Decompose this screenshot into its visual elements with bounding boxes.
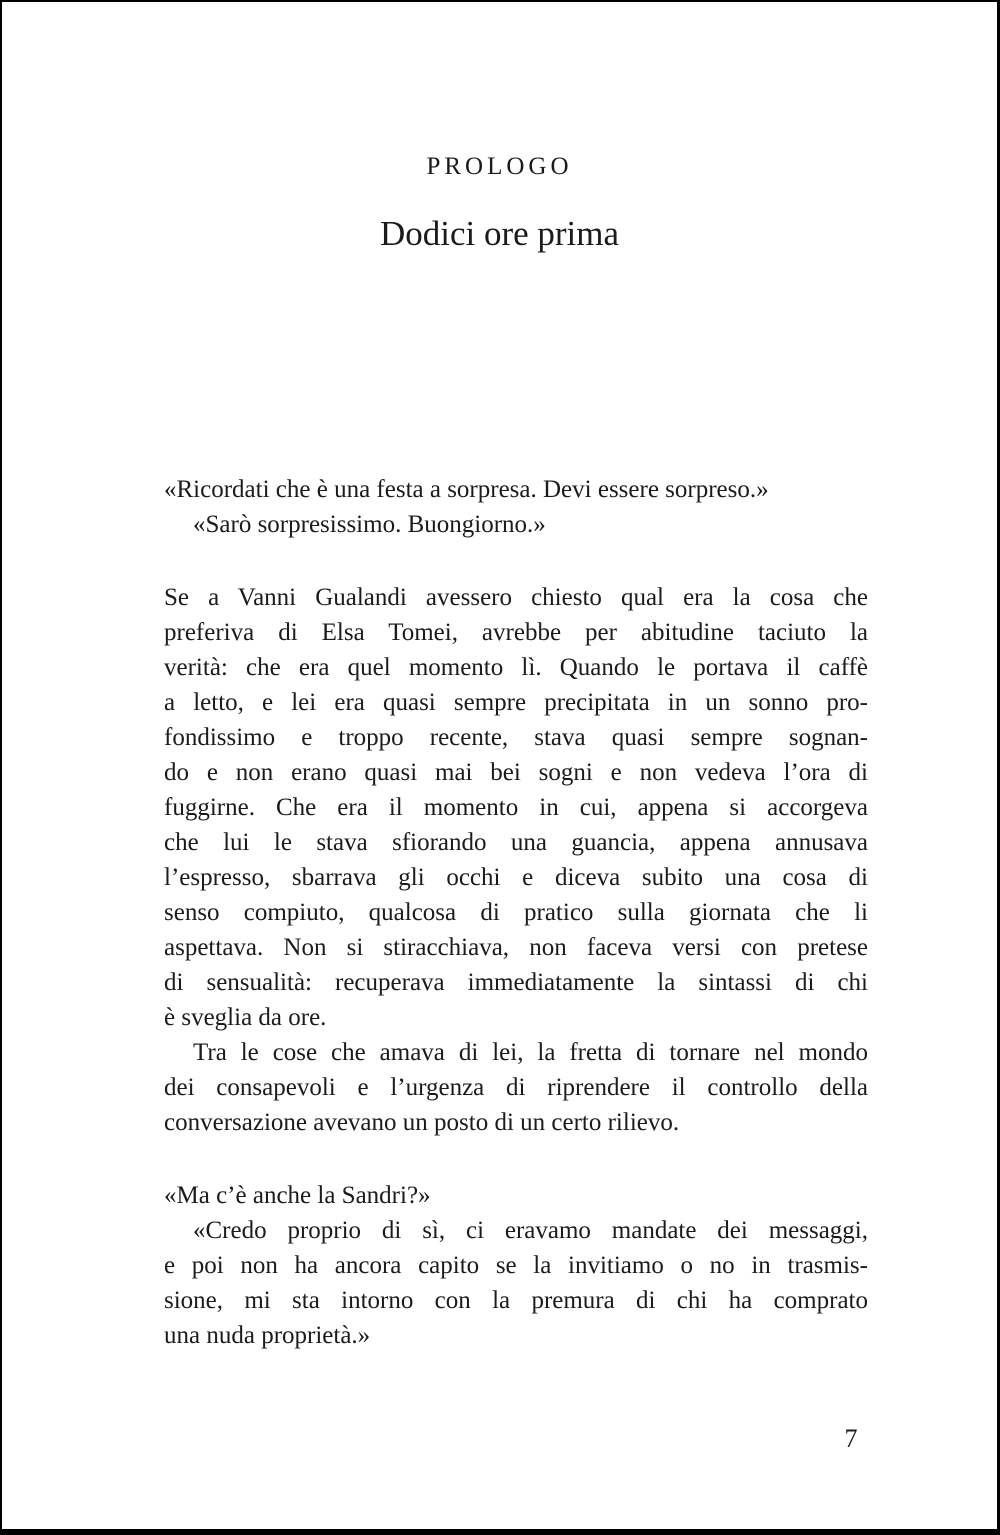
text-line: conversazione avevano un posto di un certo rilievo. [164, 1109, 680, 1136]
chapter-kicker: PROLOGO [426, 153, 573, 180]
text-line: Se a Vanni Gualandi avessero chiesto qual era la cosa che [164, 584, 868, 611]
text-line: «Ricordati che è una festa a sorpresa. Devi essere sorpreso.» [164, 476, 769, 503]
body-text [164, 472, 868, 1353]
text-line: Tra le cose che amava di lei, la fretta di tornare nel mondo [193, 1039, 868, 1066]
paragraph-dialogue-4 [164, 1213, 868, 1353]
text-line: «Credo proprio di sì, ci eravamo mandate dei messaggi, [193, 1217, 868, 1244]
text-line: a letto, e lei era quasi sempre precipitata in un sonno pro- [164, 689, 868, 716]
text-line: è sveglia da ore. [164, 1004, 327, 1031]
text-line: do e non erano quasi mai bei sogni e non vedeva l’ora di [164, 759, 868, 786]
text-line: «Sarò sorpresissimo. Buongiorno.» [193, 511, 546, 538]
text-line: verità: che era quel momento lì. Quando le portava il caffè [164, 654, 868, 681]
page-number: 7 [844, 1424, 858, 1453]
text-line: dei consapevoli e l’urgenza di riprendere il controllo della [164, 1074, 868, 1101]
paragraph-narration-2 [164, 1035, 868, 1140]
paragraph-narration-1 [164, 580, 868, 1035]
text-line: fuggirne. Che era il momento in cui, appena si accorgeva [164, 794, 868, 821]
text-line: sione, mi sta intorno con la premura di chi ha comprato [164, 1287, 868, 1314]
chapter-heading [2, 152, 997, 254]
text-line: «Ma c’è anche la Sandri?» [164, 1182, 431, 1209]
paragraph-dialogue-2 [164, 507, 868, 542]
text-line: e poi non ha ancora capito se la invitiamo o no in trasmis- [164, 1252, 868, 1279]
paragraph-dialogue-1 [164, 472, 868, 507]
text-line: preferiva di Elsa Tomei, avrebbe per abitudine taciuto la [164, 619, 868, 646]
text-line: di sensualità: recuperava immediatamente la sintassi di chi [164, 969, 868, 996]
paragraph-dialogue-3 [164, 1178, 868, 1213]
text-line: l’espresso, sbarrava gli occhi e diceva subito una cosa di [164, 864, 868, 891]
text-line: senso compiuto, qualcosa di pratico sulla giornata che li [164, 899, 868, 926]
text-line: fondissimo e troppo recente, stava quasi sempre sognan- [164, 724, 868, 751]
text-line: una nuda proprietà.» [164, 1322, 371, 1349]
text-line: aspettava. Non si stiracchiava, non faceva versi con pretese [164, 934, 868, 961]
text-line: che lui le stava sfiorando una guancia, appena annusava [164, 829, 868, 856]
chapter-title: Dodici ore prima [379, 214, 620, 253]
